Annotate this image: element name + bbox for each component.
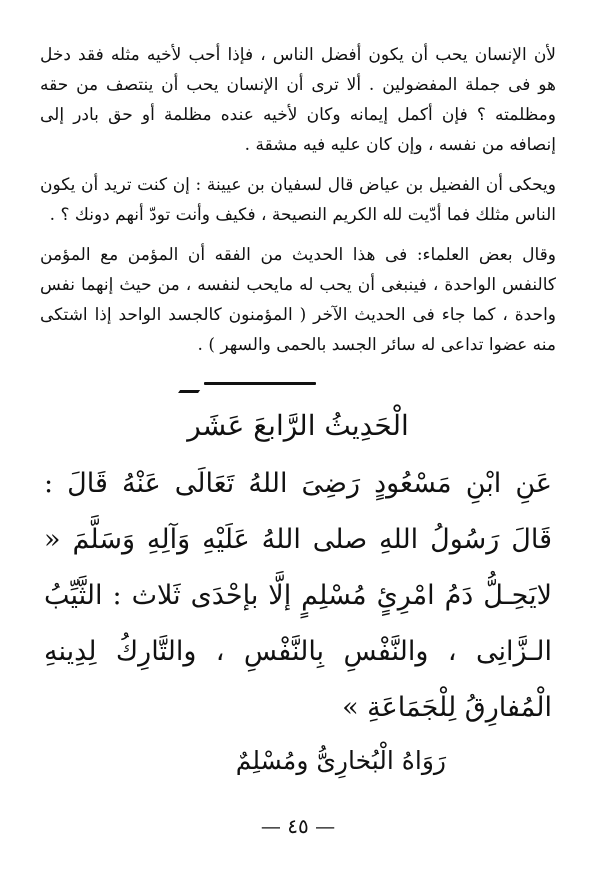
section-separator (40, 372, 556, 394)
paragraph-2: ويحكى أن الفضيل بن عياض قال لسفيان بن عيينة : إن كنت تريد أن يكون الناس مثلك فما أدّيت لله الكريم النصيحة ، فكيف وأنت تودّ أنهم دونك ؟ . (40, 175, 556, 225)
hadith-title: الْحَدِيثُ الرَّابعَ عَشَر (187, 409, 409, 442)
page-number: — ٤٥ — (260, 814, 336, 838)
hadith-text: عَنِ ابْنِ مَسْعُودٍ رَضِىَ اللهُ تَعَالَى عَنْهُ قَالَ : قَالَ رَسُولُ اللهِ صلى اللهُ عَلَيْهِ وَآلِهِ وَسَلَّمَ « لايَحِـلُّ دَمُ امْرِئٍ مُسْلِمٍ إلَّا بإحْدَى ثَلاث : الثَّيِّبُ الـزَّانِى ، والنَّفْسِ بِالنَّفْسِ ، والتَّارِكُ لِدِينهِ الْمُفارِقُ لِلْجَمَاعَةِ » (44, 468, 552, 723)
paragraph-1: لأن الإنسان يحب أن يكون أفضل الناس ، فإذا أحب لأخيه مثله فقد دخل هو فى جملة المفضولين . ألا ترى أن الإنسان يحب أن ينتصف من حقه ومظلمته ؟ فإن أكمل إيمانه وكان لأخيه عنده مظلمة أو حق بادر إلى إنصافه من نفسه ، وإن كان عليه فيه مشقة . (40, 45, 556, 155)
paragraph-3: وقال بعض العلماء: فى هذا الحديث من الفقه أن المؤمن مع المؤمن كالنفس الواحدة ، فينبغى أن يحب له مايحب لنفسه ، من حيث إنهما نفس واحدة ، كما جاء فى الحديث الآخر ( المؤمنون كالجسد الواحد إذا اشتكى منه عضوا تداعى له سائر الجسد بالحمى والسهر ) . (40, 245, 556, 355)
separator-line (204, 382, 316, 385)
hadith-narrator: رَوَاهُ الْبُخارِىُّ ومُسْلِمٌ (235, 746, 446, 775)
